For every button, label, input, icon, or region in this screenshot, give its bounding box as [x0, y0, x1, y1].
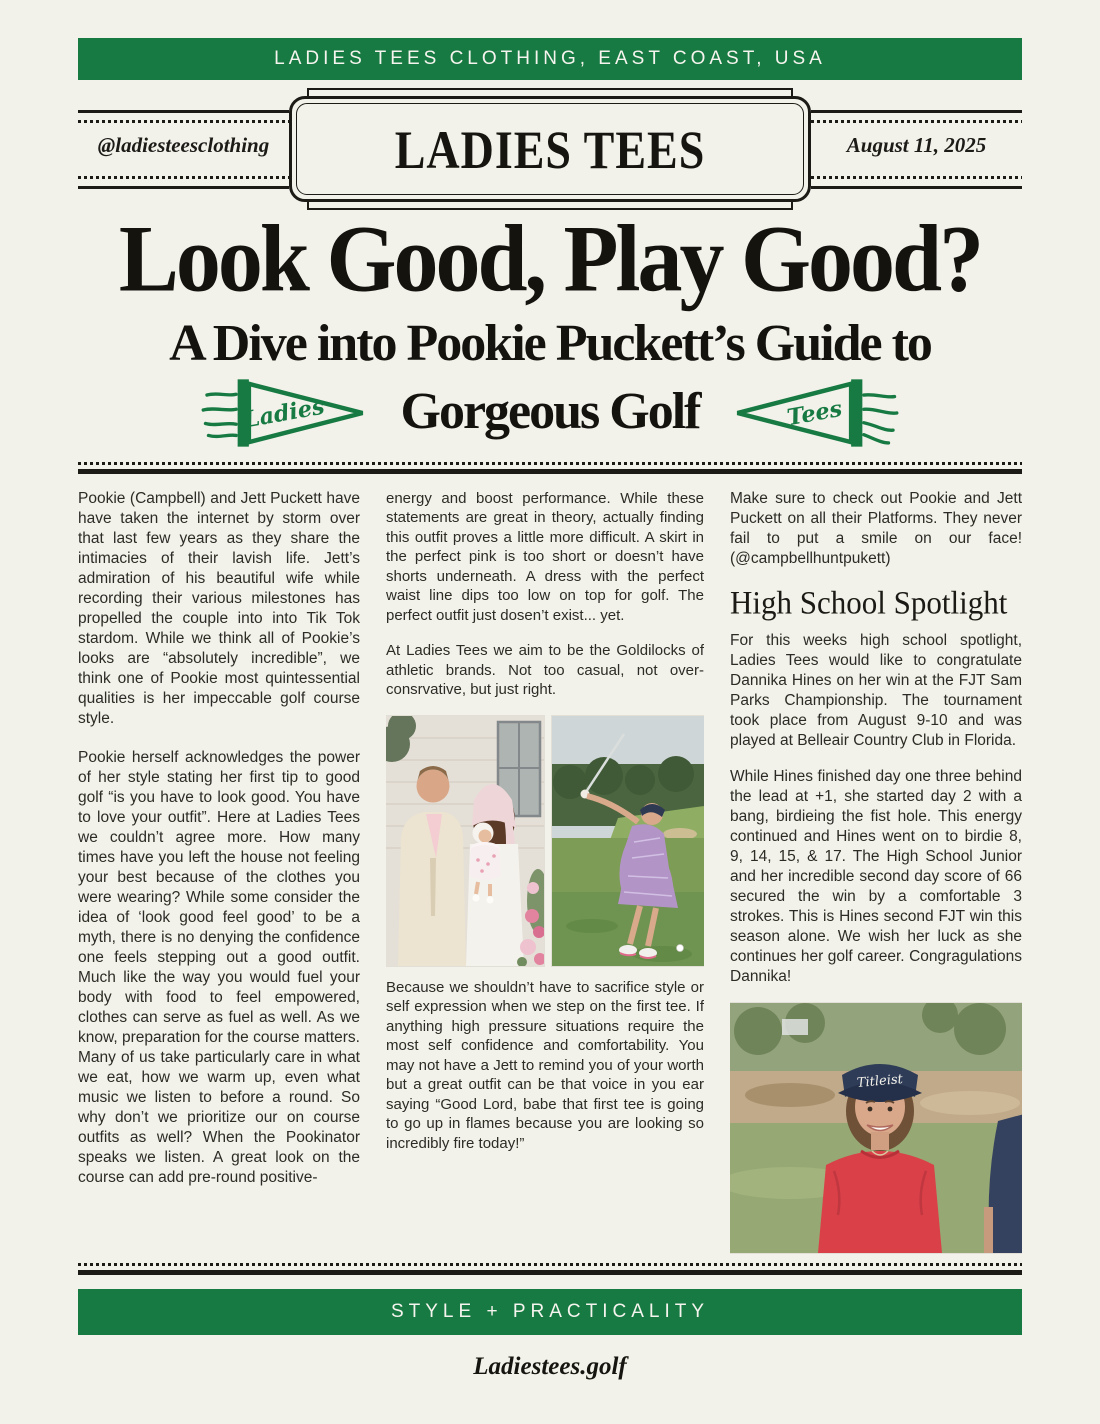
bottom-banner [78, 1289, 1022, 1335]
masthead-title: LADIES TEES [394, 118, 706, 180]
bottom-banner-text: STYLE + PRACTICALITY [390, 1300, 710, 1322]
main-headline: Look Good, Play Good? [118, 207, 982, 312]
spotlight-heading: High School Spotlight [730, 583, 1008, 621]
section-divider [78, 462, 1022, 474]
sub-headline-row [78, 374, 1022, 452]
golf-ball [677, 944, 684, 951]
paragraph: At Ladies Tees we aim to be the Goldilocks of athletic brands. Not too casual, not over-consrvative, but just right. [386, 642, 704, 699]
masthead-left-rules [78, 110, 289, 189]
family-photo [386, 716, 544, 966]
ladies-pennant-icon [201, 374, 373, 452]
cap-brand-label: Titleist [856, 1071, 904, 1091]
rule-line [78, 186, 289, 189]
top-banner [78, 38, 1022, 80]
photo-row [386, 716, 704, 966]
masthead [78, 93, 1022, 205]
sub-headline-line1: A Dive into Pookie Puckett’s Guide to [169, 315, 931, 372]
paragraph: Pookie herself acknowledges the power of her style stating her first tip to good golf “is you have to look good. You have to love your outfit”. Here at Ladies Tees we couldn’t agree more. How many times have you left the house not feeling your best because of the clothes you were wearing? While some consider the idea of ‘look good feel good’ to be a myth, there is no denying the confidence one feels stepping out a good outfit. Much like the way you would fuel your body with food to feel empowered, clothes can serve as fuel as well. As we know, preparation for the course matters. Many of us take particularly care in what we eat, how we warm up, even what music we listen to before a round. So why don’t we prioritize our on course outfits as well? When the Pookinator speaks we listen. A great look on the course can add pre-round positive- [78, 748, 360, 1186]
pennant-wind-lines [203, 394, 236, 437]
clubhouse [782, 1019, 808, 1035]
footer-divider [78, 1263, 1022, 1275]
sub-headline-line2: Gorgeous Golf [400, 383, 700, 441]
social-handle: @ladiesteesclothing [97, 133, 270, 157]
column-1 [78, 489, 360, 1259]
pennant-label: Ladies [241, 393, 327, 433]
article-columns [78, 489, 1022, 1259]
photo-caption: Because we shouldn’t have to sacrifice style or self expression when we step on the first tee. If anything high pressure situations require the most self confidence and comfortability. You may not have a Jett to remind you of your worth but a great outfit can be that voice in you ear saying “Good Lord, babe that first tee is going to go up in flames because you are looking so incredibly fire today!” [386, 978, 704, 1152]
paragraph: For this weeks high school spotlight, Ladies Tees would like to congratulate Dannika Hines on her win at the FJT Sam Parks Championship. The tournament took place from August 9-10 and was played at Belleair Country Club in Florida. [730, 631, 1022, 749]
masthead-title-box [289, 96, 811, 202]
tees-pennant-icon [727, 374, 899, 452]
rule-line [78, 110, 289, 113]
pennant-label: Tees [785, 395, 845, 431]
dotted-rule [78, 176, 289, 179]
masthead-inner-frame [289, 96, 811, 202]
winner-photo [730, 1003, 1022, 1253]
paragraph: Make sure to check out Pookie and Jett Puckett on all their Platforms. They never fail to put a smile on our face! (@campbellhuntpukett) [730, 489, 1022, 567]
paragraph: Pookie (Campbell) and Jett Puckett have have taken the internet by storm over that last few years as they share the intimacies of their lavish life. Jett’s admiration of his beautiful wife while recording their various milestones has propelled the couple into into Tik Tok stardom. While we think all of Pookie’s looks are “absolutely incredible”, we think one of Pookie most quintessential qualities is her impeccable golf course style. [78, 489, 360, 727]
rule-line [811, 110, 1022, 113]
dotted-rule [811, 176, 1022, 179]
top-banner-text: LADIES TEES CLOTHING, EAST COAST, USA [274, 48, 826, 69]
issue-date: August 11, 2025 [846, 133, 987, 157]
winner-photo-wrap [730, 1003, 1022, 1258]
website-footer: Ladiestees.golf [473, 1352, 627, 1380]
rule-line [811, 186, 1022, 189]
golf-swing-photo [552, 716, 704, 966]
paragraph: energy and boost performance. While these statements are great in theory, actually finding this outfit proves a little more difficult. A skirt in the perfect pink is too short or doesn’t have shorts underneath. A dress with the perfect waist line dips too low on top for golf. The perfect outfit just dosen’t exist... yet. [386, 489, 704, 624]
column-3 [730, 489, 1022, 1259]
masthead-right-rules [811, 110, 1022, 189]
pennant-wind-lines [864, 394, 897, 442]
column-2 [386, 489, 704, 1259]
paragraph: While Hines finished day one three behind the lead at +1, she started day 2 with a bang, birdieing the fist hole. This energy continued and Hines went on to birdie 8, 9, 14, 15, & 17. The High School Junior and her incredible second day score of 66 secured the win by a comfortable 3 strokes. This is Hines second FJT win this season alone. We wish her luck as she continues her golf career. Congragulations Dannika! [730, 767, 1022, 985]
